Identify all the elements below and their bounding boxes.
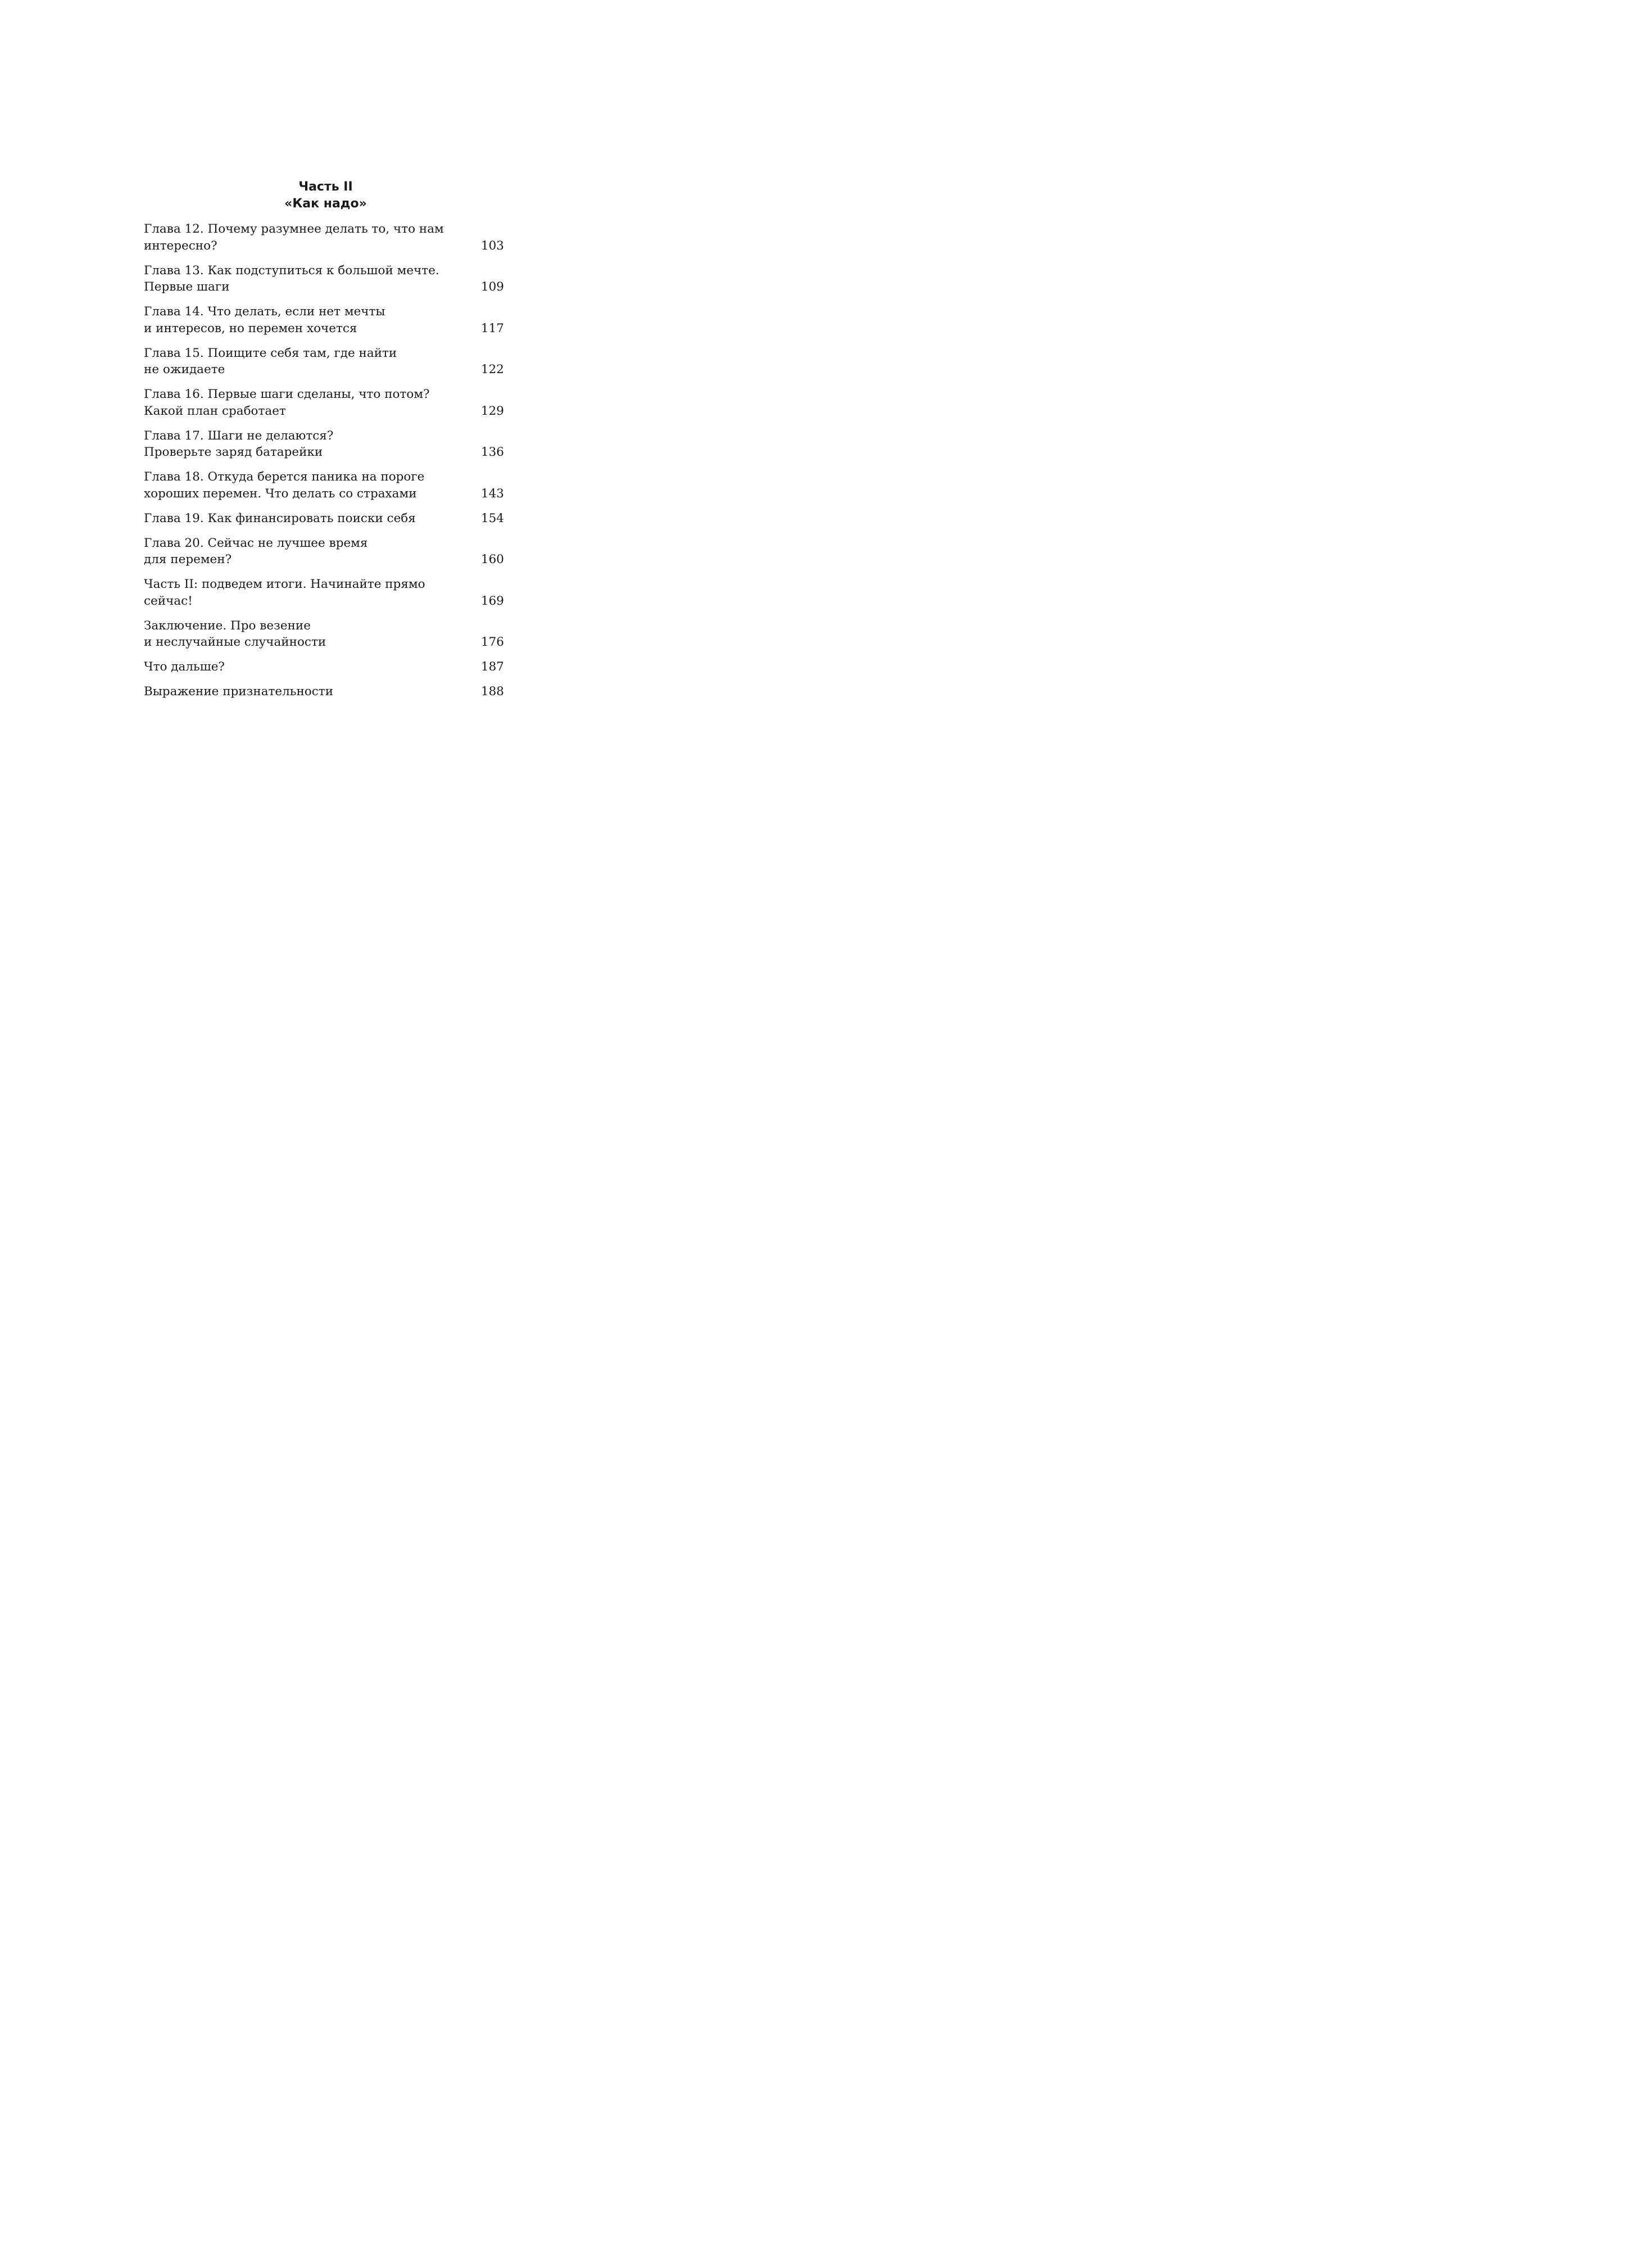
toc-entry-title-line: Глава 17. Шаги не делаются? (144, 428, 334, 443)
toc-entry-title-line: Глава 14. Что делать, если нет мечты (144, 305, 385, 319)
toc-entry-title-line: не ожидаете (144, 362, 225, 377)
toc-entry-title-line: Глава 16. Первые шаги сделаны, что потом? (144, 387, 430, 401)
toc-entry-title-line: хороших перемен. Что делать со страхами (144, 486, 417, 501)
toc-entry-title-line: и неслучайные случайности (144, 635, 326, 649)
toc-entry (144, 535, 504, 568)
toc-entry-title-line: Первые шаги (144, 280, 230, 294)
toc-entry (144, 683, 504, 700)
toc-page-number: 129 (480, 404, 504, 418)
toc-entry (144, 303, 504, 337)
part-title: Часть II (298, 180, 353, 194)
toc-entry-title-line: Глава 19. Как финансировать поиски себя (144, 511, 416, 525)
toc-page-number: 109 (480, 280, 504, 294)
toc-page-number: 143 (480, 486, 504, 501)
part-subtitle: «Как надо» (284, 197, 367, 211)
toc-entry-title-line: Выражение признательности (144, 685, 334, 699)
toc-entry-title-line: Заключение. Про везение (144, 618, 311, 633)
toc-page-number: 169 (480, 593, 504, 608)
toc-entry-title-line: Глава 12. Почему разумнее делать то, что нам (144, 222, 444, 236)
toc-entry (144, 262, 504, 296)
toc-entry-title-line: Какой план сработает (144, 404, 286, 418)
toc-page-number: 122 (480, 362, 504, 377)
toc-page-number: 187 (480, 660, 504, 674)
toc-entry (144, 469, 504, 502)
toc-page-number: 188 (480, 685, 504, 699)
toc-entry-title-line: интересно? (144, 238, 217, 253)
toc-page-number: 103 (480, 238, 504, 253)
toc-page-number: 117 (480, 321, 504, 336)
toc-entry (144, 221, 504, 254)
toc-page-number: 136 (480, 445, 504, 459)
part-heading (0, 179, 651, 212)
toc-entry-title-line: Проверьте заряд батарейки (144, 445, 323, 459)
toc-entry-title-line: и интересов, но перемен хочется (144, 321, 357, 336)
toc-entry-title-line: сейчас! (144, 593, 193, 608)
toc-page-number: 154 (480, 511, 504, 525)
toc-entry (144, 618, 504, 651)
toc-entry-title-line: Глава 20. Сейчас не лучшее время (144, 536, 368, 550)
toc-page-number: 160 (480, 552, 504, 566)
toc-page-number: 176 (480, 635, 504, 649)
table-of-contents (144, 221, 504, 708)
toc-entry (144, 576, 504, 609)
toc-entry-title-line: Что дальше? (144, 660, 225, 674)
toc-entry-title-line: Часть II: подведем итоги. Начинайте прямо (144, 577, 425, 591)
toc-entry-title-line: для перемен? (144, 552, 232, 566)
toc-entry (144, 510, 504, 527)
toc-entry-title-line: Глава 18. Откуда берется паника на пороге (144, 470, 425, 484)
toc-entry-title-line: Глава 15. Поищите себя там, где найти (144, 346, 397, 360)
toc-entry (144, 428, 504, 461)
toc-entry (144, 659, 504, 676)
toc-entry (144, 345, 504, 378)
toc-entry (144, 386, 504, 419)
toc-entry-title-line: Глава 13. Как подступиться к большой мечте. (144, 263, 439, 278)
